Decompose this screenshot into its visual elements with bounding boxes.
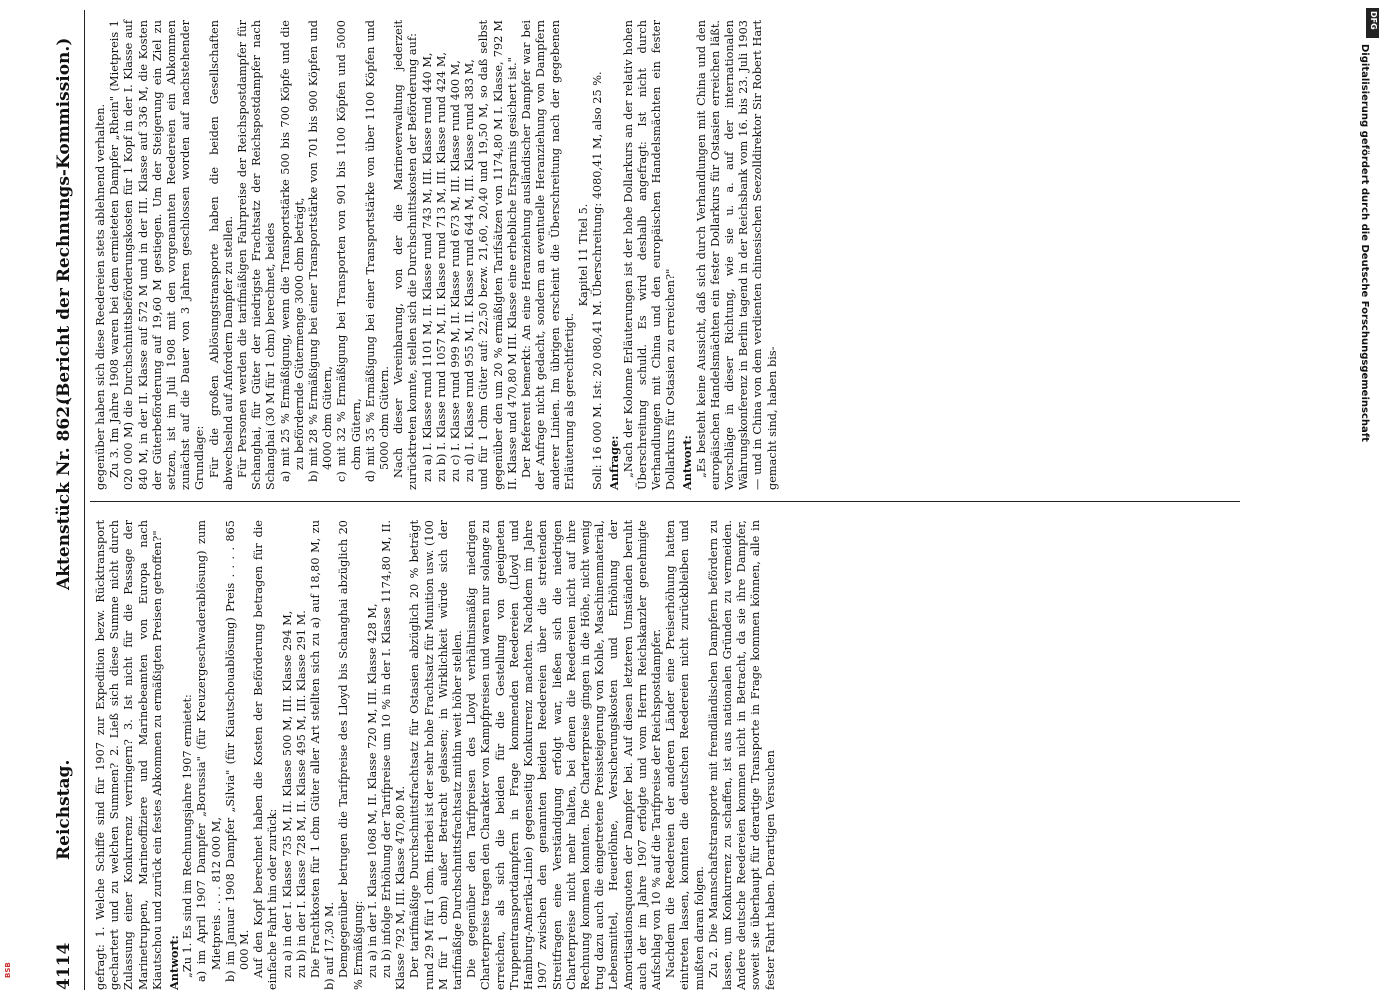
- list-item: zu b) I. Klasse rund 1057 M, II. Klasse rund 713 M, III. Klasse rund 424 M,: [434, 52, 448, 482]
- header-center: Aktenstück Nr. 862.: [54, 399, 74, 590]
- list-item: zu a) I. Klasse rund 1101 M, II. Klasse rund 743 M, III. Klasse rund 440 M,: [420, 52, 434, 482]
- list-item: a) im April 1907 Dampfer „Borussia" (für Kreuzergeschwaderablösung) zum Mietpreis . . . . 812 000 M,: [195, 520, 223, 982]
- paragraph: „Es besteht keine Aussicht, daß sich durch Verhandlungen mit China und den europäischen Handelsmächten ein fester Dollarkurs für Ostasien erreichen läßt. Vorschläge in dieser Richtung, wie sie u. a. auf der internationalen Währungskonferenz in Berlin tagend in der Reichsbank vom 16. bis 23. Juli 1903 — und in China von dem verdienten chinesischen Seezolldirektor Sir Robert Hart gemacht sind, haben bis-: [694, 20, 779, 490]
- rotated-sheet: [54, 10, 1354, 990]
- left-column: [94, 520, 778, 990]
- paragraph: gefragt: 1. Welche Schiffe sind für 1907 zur Expedition bezw. Rücktransport gechartert und zu welchen Summen? 2. Ließ sich diese Summe nicht durch Zulassung einer Konkurrenz verringern? 3. Ist nicht für die Passage der Marinetruppen, Marineoffiziere und Marinebeamten von Europa nach Kiautschou und zurück ein festes Abkommen zu ermäßigten Preisen getroffen?": [94, 520, 164, 990]
- paragraph: Zu 3. Im Jahre 1908 waren bei dem ermieteten Dampfer „Rhein" (Mietpreis 1 020 000 M) die Durchschnittsbeförderungskosten für 1 Kopf in der I. Klasse auf 840 M, in der II. Klasse auf 572 M und in der III. Klasse auf 336 M, die Kosten der Güterbeförderung auf 19,60 M gestiegen. Um der Steigerung ein Ziel zu setzen, ist im Juli 1908 mit den vorgenannten Reedereien ein Abkommen zunächst auf die Dauer von 3 Jahren geschlossen worden auf nachstehender Grundlage:: [108, 20, 207, 490]
- paragraph: Der Referent bemerkt: An eine Heranziehung ausländischer Dampfer war bei der Anfrage nicht gedacht, sondern an eventuelle Heranziehung von Dampfern anderer Linien. Im übrigen erscheint die Überschreitung nach der gegebenen Erläuterung als gerechtfertigt.: [520, 20, 576, 490]
- paragraph: Nach dieser Vereinbarung, von der die Marineverwaltung jederzeit zurücktreten konnte, stellen sich die Durchschnittskosten der Beförderung auf:: [392, 20, 420, 490]
- paragraph: Auf den Kopf berechnet haben die Kosten der Beförderung betragen für die einfache Fahrt hin oder zurück:: [252, 520, 280, 990]
- paragraph: Zu 2. Die Mannschaftstransporte mit fremdländischen Dampfern befördern zu lassen, um Konkurrenz zu schaffen, ist aus nationalen Gründen zu vermeiden. Andere deutsche Reedereien kommen nicht in Betracht, da sie ihre Dampfer, soweit sie überhaupt für derartige Transporte in Frage kommen können, alle in fester Fahrt haben. Derartigen Versuchen: [706, 520, 777, 990]
- paragraph: zu a) in der I. Klasse 735 M, II. Klasse 500 M, III. Klasse 294 M,: [280, 610, 294, 978]
- list-item: b) im Januar 1908 Dampfer „Silvia" (für Kiautschouablösung) Preis . . . . 865 000 M.: [223, 520, 252, 982]
- heading-antwort: Antwort:: [680, 435, 695, 490]
- list-item: c) mit 32 % Ermäßigung bei Transporten von 901 bis 1100 Köpfen und 5000 cbm Gütern,: [335, 20, 363, 482]
- page-number: 4114: [54, 942, 74, 990]
- paragraph: Für Personen werden die tarifmäßigen Fahrpreise der Reichspostdampfer für Schanghai, für Güter der niedrigste Frachtsatz der Reichspostdampfer nach Schanghai (30 M für 1 cbm) berechnet, beides: [236, 20, 278, 490]
- list-item: a) mit 25 % Ermäßigung, wenn die Transportstärke 500 bis 700 Köpfe und die zu befördernde Gütermenge 3000 cbm beträgt,: [278, 20, 306, 482]
- heading-antwort: Antwort:: [167, 935, 182, 990]
- column-divider: [90, 501, 1240, 502]
- paragraph: Die gegenüber den Tarifpreisen des Lloyd verhältnismäßig niedrigen Charterpreise tragen den Charakter von Kampfpreisen und waren nur solange zu erreichen, als sich die beiden für die Gestellung von geeigneten Truppentransportdampfern in Frage kommenden Reedereien (Lloyd und Hamburg-Amerika-Linie) gegenseitig Konkurrenz machten. Nachdem im Jahre 1907 zwischen den genannten beiden Reedereien über die streitenden Streitfragen eine Verständigung erfolgt war, ließen sich die niedrigen Charterpreise nicht mehr halten, bei denen die Reedereien nicht auf ihre Rechnung kommen konnten. Die Charterpreise gingen in die Höhe, nicht wenig trug dazu auch die eingetretene Preissteigerung von Kohle, Maschinenmaterial, Lebensmittel, Heuerlöhne, Versicherungskosten und Erhöhung der Amortisationsquoten der Dampfer bei. Auf diesen letzteren Umständen beruht auch der im Jahre 1907 erfolgte und vom Herrn Reichskanzler genehmigte Aufschlag von 10 % auf die Tarifpreise der Reichspostdampfer.: [465, 520, 663, 990]
- header-right: (Bericht der Rechnungs-Kommission.): [54, 37, 74, 405]
- paragraph: Der tarifmäßige Durchschnittsfrachtsatz für Ostasien abzüglich 20 % beträgt rund 29 M für 1 cbm. Hierbei ist der sehr hohe Frachtsatz für Munition usw. (100 M für 1 cbm) außer Betracht gelassen; in Wirklichkeit würde sich der tarifmäßige Durchschnittsfrachtsatz mithin weit höher stellen.: [408, 520, 465, 990]
- digitization-credit: Digitalisierung gefördert durch die Deutsche Forschungsgemeinschaft: [1359, 44, 1370, 442]
- paragraph: zu a) in der I. Klasse 1068 M, II. Klasse 720 M, III. Klasse 428 M,: [365, 603, 379, 978]
- paragraph: Demgegenüber betrugen die Tarifpreise des Lloyd bis Schanghai abzüglich 20 % Ermäßigung:: [337, 520, 365, 990]
- paragraph: „Zu 1. Es sind im Rechnungsjahre 1907 ermietet:: [181, 694, 195, 978]
- paragraph: gegenüber haben sich diese Reedereien stets ablehnend verhalten.: [94, 103, 107, 490]
- library-stamp: BSB: [4, 962, 12, 978]
- paragraph: zu b) infolge Erhöhung der Tarifpreise um 10 % in der I. Klasse 1174,80 M, II. Klasse 792 M, III. Klasse 470,80 M.: [380, 520, 408, 990]
- header-rule: [84, 10, 85, 990]
- paragraph: zu b) in der I. Klasse 728 M, II. Klasse 495 M, III. Klasse 291 M.: [294, 610, 308, 978]
- page-header: [54, 10, 80, 990]
- list-item: d) mit 35 % Ermäßigung bei einer Transportstärke von über 1100 Köpfen und 5000 cbm Gütern.: [363, 20, 392, 482]
- paragraph: Nachdem die Reedereien der anderen Länder eine Preiserhöhung hatten eintreten lassen, konnten die deutschen Reedereien nicht zurückbleiben und mußten daran folgen.: [664, 520, 706, 990]
- list-item: b) mit 28 % Ermäßigung bei einer Transportstärke von 701 bis 900 Köpfen und 4000 cbm Gütern,: [307, 20, 335, 482]
- list-item: zu c) I. Klasse rund 999 M, II. Klasse rund 673 M, III. Klasse rund 400 M,: [449, 60, 463, 482]
- budget-line: Soll: 16 000 M. Ist: 20 080,41 M. Überschreitung: 4080,41 M, also 25 %.: [591, 71, 605, 490]
- dfg-logo: DFG: [1366, 8, 1379, 38]
- paragraph: Für die großen Ablösungstransporte haben die beiden Gesellschaften abwechselnd auf Anfordern Dampfer zu stellen.: [207, 20, 235, 490]
- heading-anfrage: Anfrage:: [607, 435, 622, 490]
- paragraph: „Nach der Kolonne Erläuterungen ist der hohe Dollarkurs an der relativ hohen Überschreitung schuld. Es wird deshalb angefragt: Ist nicht durch Verhandlungen mit China und den europäischen Handelsmächten ein fester Dollarkurs für Ostasien zu erreichen?": [621, 20, 678, 490]
- right-column: [94, 20, 780, 490]
- paragraph: Die Frachtkosten für 1 cbm Güter aller Art stellten sich zu a) auf 18,80 M, zu b) auf 17,30 M.: [309, 520, 337, 990]
- header-left: Reichstag.: [54, 759, 74, 860]
- paragraph: und für 1 cbm Güter auf: 22,50 bezw. 21,60, 20,40 und 19,50 M, so daß selbst gegenüber den um 20 % ermäßigten Tarifsätzen von 1174,80 M I. Klasse, 792 M II. Klasse und 470,80 M III. Klasse eine erhebliche Ersparnis gesichert ist.": [477, 20, 519, 490]
- list-item: zu d) I. Klasse rund 955 M, II. Klasse rund 644 M, III. Klasse rund 383 M,: [463, 59, 477, 482]
- section-title: Kapitel 11 Titel 5.: [576, 203, 590, 307]
